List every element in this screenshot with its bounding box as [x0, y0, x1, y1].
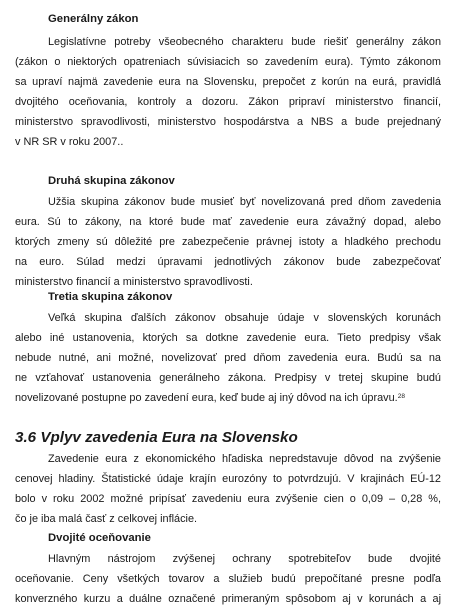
footnote-reference[interactable]: 28 — [397, 393, 405, 400]
paragraph-line-with-footnote — [15, 391, 441, 405]
paragraph-line: alebo iné ustanovenia, ktorých sa dotkne zavedenie eura. Tieto predpisy však — [15, 332, 441, 344]
paragraph-line: cenovej hladiny. Štatistické údaje krajín eurozóny to potvrdzujú. V krajinách EÚ-12 — [15, 473, 441, 485]
heading-generalny-zakon: Generálny zákon — [48, 13, 139, 25]
paragraph-line: sa upraví najmä zavedenie eura na Slovensku, prepočet z korún na eurá, pravidlá — [15, 76, 441, 88]
paragraph-line: Hlavným nástrojom zvýšenej ochrany spotrebiteľov bude dvojité — [48, 553, 441, 565]
paragraph-line: nebude nutné, ani možné, novelizovať pred dňom zavedenia eura. Budú sa na — [15, 352, 441, 364]
paragraph-line: bolo v roku 2002 možné pripísať zavedeniu eura zvýšenie cien o 0,09 – 0,28 %, — [15, 493, 441, 505]
paragraph-line: čo je iba malá časť z celkovej inflácie. — [15, 513, 198, 525]
paragraph-line: Užšia skupina zákonov bude musieť byť novelizovaná pred dňom zavedenia — [48, 196, 441, 208]
paragraph-line: konverzného kurzu a duálne označené primeraným spôsobom aj v korunách a aj — [15, 593, 441, 605]
paragraph-line: Veľká skupina ďalších zákonov obsahuje údaje v slovenských korunách — [48, 312, 441, 324]
heading-druha-skupina: Druhá skupina zákonov — [48, 175, 175, 187]
paragraph-line: na euro. Súlad medzi úpravami jednotlivých zákonov bude zabezpečovať — [15, 256, 441, 268]
paragraph-line: (zákon o niektorých opatreniach súvisiacich so zavedením eura). Týmto zákonom — [15, 56, 441, 68]
paragraph-line: ministerstvo financií a ministerstvo spravodlivosti. — [15, 276, 253, 288]
paragraph-line: Legislatívne potreby všeobecného charakteru bude riešiť generálny zákon — [48, 36, 441, 48]
paragraph-text: novelizované postupne po zavedení eura, keď bude aj iný dôvod na ich úpravu. — [15, 392, 398, 404]
paragraph-line: ministerstvo spravodlivosti, ministerstvo hospodárstva a NBS a bude prejednaný — [15, 116, 441, 128]
paragraph-line: ktorých zmeny sú dôležité pre zabezpečenie právnej istoty a hladkého prechodu — [15, 236, 441, 248]
heading-tretia-skupina: Tretia skupina zákonov — [48, 291, 173, 303]
paragraph-line: Zavedenie eura z ekonomického hľadiska nepredstavuje dôvod na zvýšenie — [48, 453, 441, 465]
paragraph-line: dvojitého oceňovania, kontroly a dozoru. Zákon pripraví ministerstvo financií, — [15, 96, 441, 108]
paragraph-line: ne vzťahovať ustanovenia generálneho zákona. Predpisy v tretej skupine budú — [15, 372, 441, 384]
heading-dvojite-ocenovanie: Dvojité oceňovanie — [48, 532, 151, 544]
paragraph-line: v NR SR v roku 2007.. — [15, 136, 124, 148]
section-title: 3.6 Vplyv zavedenia Eura na Slovensko — [15, 429, 298, 446]
paragraph-line: oceňovanie. Ceny všetkých tovarov a služieb budú prepočítané presne podľa — [15, 573, 441, 585]
paragraph-line: eura. Sú to zákony, na ktoré bude mať zavedenie eura závažný dopad, alebo — [15, 216, 441, 228]
